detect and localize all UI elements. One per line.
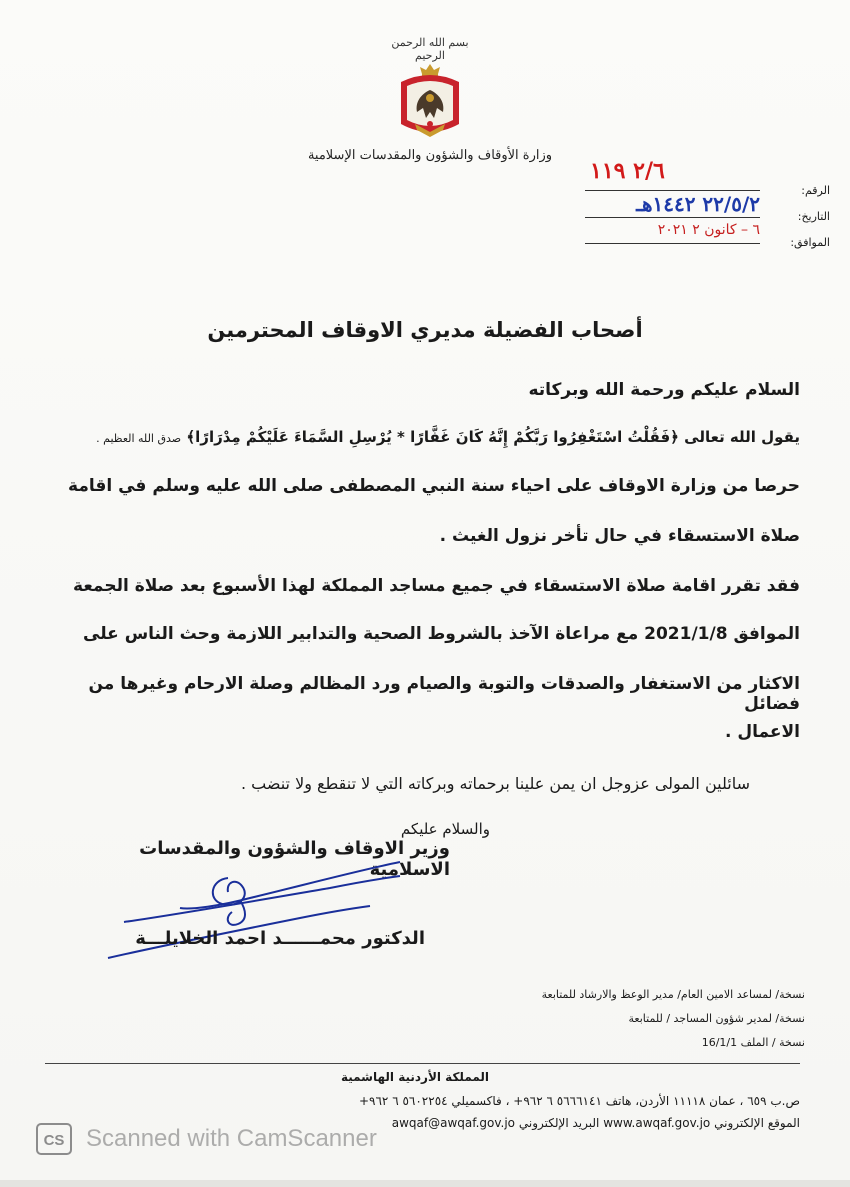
verse-intro: يقول الله تعالى — [684, 428, 800, 446]
copy-line: نسخة/ لمدير شؤون المساجد / للمتابعة — [628, 1012, 805, 1025]
camscanner-logo-icon — [36, 1123, 72, 1155]
closing-prayer: سائلين المولى عزوجل ان يمن علينا برحماته وبركاته التي لا تنقطع ولا تنضب . — [240, 774, 750, 793]
footer-divider — [45, 1063, 800, 1064]
greeting: السلام عليكم ورحمة الله وبركاته — [528, 380, 800, 400]
closing-greeting: والسلام عليكم — [400, 820, 490, 838]
addressee-title: أصحاب الفضيلة مديري الاوقاف المحترمين — [207, 318, 643, 342]
copy-line: نسخة/ لمساعد الامين العام/ مدير الوعظ والارشاد للمتابعة — [541, 988, 805, 1001]
footer-address: ص.ب ٦٥٩ ، عمان ١١١١٨ الأردن، هاتف ٥٦٦٦١٤١ ٦ ٩٦٢+ ، فاكسميلي ٥٦٠٢٢٥٤ ٦ ٩٦٢+ — [358, 1094, 800, 1108]
paragraph-1-line-1: حرصا من وزارة الاوقاف على احياء سنة النبي المصطفى صلى الله عليه وسلم في اقامة — [68, 476, 800, 496]
page-bottom-edge — [0, 1180, 850, 1187]
signatory-name: الدكتور محمــــــد احمد الخلايلـــة — [135, 928, 425, 949]
handwritten-signature — [100, 848, 430, 968]
quran-verse: ﴿فَقُلْتُ اسْتَغْفِرُوا رَبَّكُمْ إِنَّهُ كَانَ غَفَّارًا * يُرْسِلِ السَّمَاءَ عَلَيْكُمْ مِدْرَارًا﴾ — [186, 428, 679, 446]
date-underline — [585, 217, 760, 218]
verse-line — [40, 428, 800, 446]
paragraph-2-line-2: الموافق 2021/1/8 مع مراعاة الآخذ بالشروط الصحية والتدابير اللازمة وحث الناس على — [83, 624, 800, 644]
gregorian-date: ٦ – كانون ٢ ٢٠٢١ — [657, 222, 760, 238]
coat-of-arms-icon — [393, 62, 467, 142]
paragraph-2-line-4: الاعمال . — [724, 722, 800, 742]
paragraph-1-line-2: صلاة الاستسقاء في حال تأخر نزول الغيث . — [439, 526, 800, 546]
hijri-date: ٢٢/٥/٢ ١٤٤٢هـ — [636, 192, 760, 216]
date-label: التاريخ: — [797, 210, 830, 223]
ministry-name: وزارة الأوقاف والشؤون والمقدسات الإسلامية — [307, 148, 553, 163]
number-label: الرقم: — [801, 184, 830, 197]
verse-end: صدق الله العظيم . — [96, 432, 182, 445]
reference-labels — [760, 178, 830, 256]
basmala: بسم الله الرحمن الرحيم — [391, 36, 469, 62]
paragraph-2-line-1: فقد تقرر اقامة صلاة الاستسقاء في جميع مساجد المملكة لهذا الأسبوع بعد صلاة الجمعة — [73, 576, 800, 596]
paragraph-2-line-3: الاكثار من الاستغفار والصدقات والتوبة والصيام ورد المظالم وصلة الارحام وغيرها من فضائل — [88, 674, 800, 714]
agree-underline — [585, 243, 760, 244]
agree-label: الموافق: — [790, 236, 830, 249]
reference-number: ٢/٦ ١١٩ — [590, 158, 665, 184]
copies-list — [450, 983, 805, 1055]
scanner-watermark: Scanned with CamScanner — [86, 1125, 377, 1152]
footer-kingdom: المملكة الأردنية الهاشمية — [340, 1070, 490, 1084]
signatory-title: وزير الاوقاف والشؤون والمقدسات الاسلامية — [139, 838, 450, 880]
number-underline — [585, 190, 760, 191]
camscanner-logo-text: CS — [43, 1132, 65, 1149]
copy-line: نسخة / الملف 16/1/1 — [701, 1036, 805, 1049]
footer-web: الموقع الإلكتروني www.awqaf.gov.jo البريد الإلكتروني awqaf@awqaf.gov.jo — [391, 1116, 800, 1130]
